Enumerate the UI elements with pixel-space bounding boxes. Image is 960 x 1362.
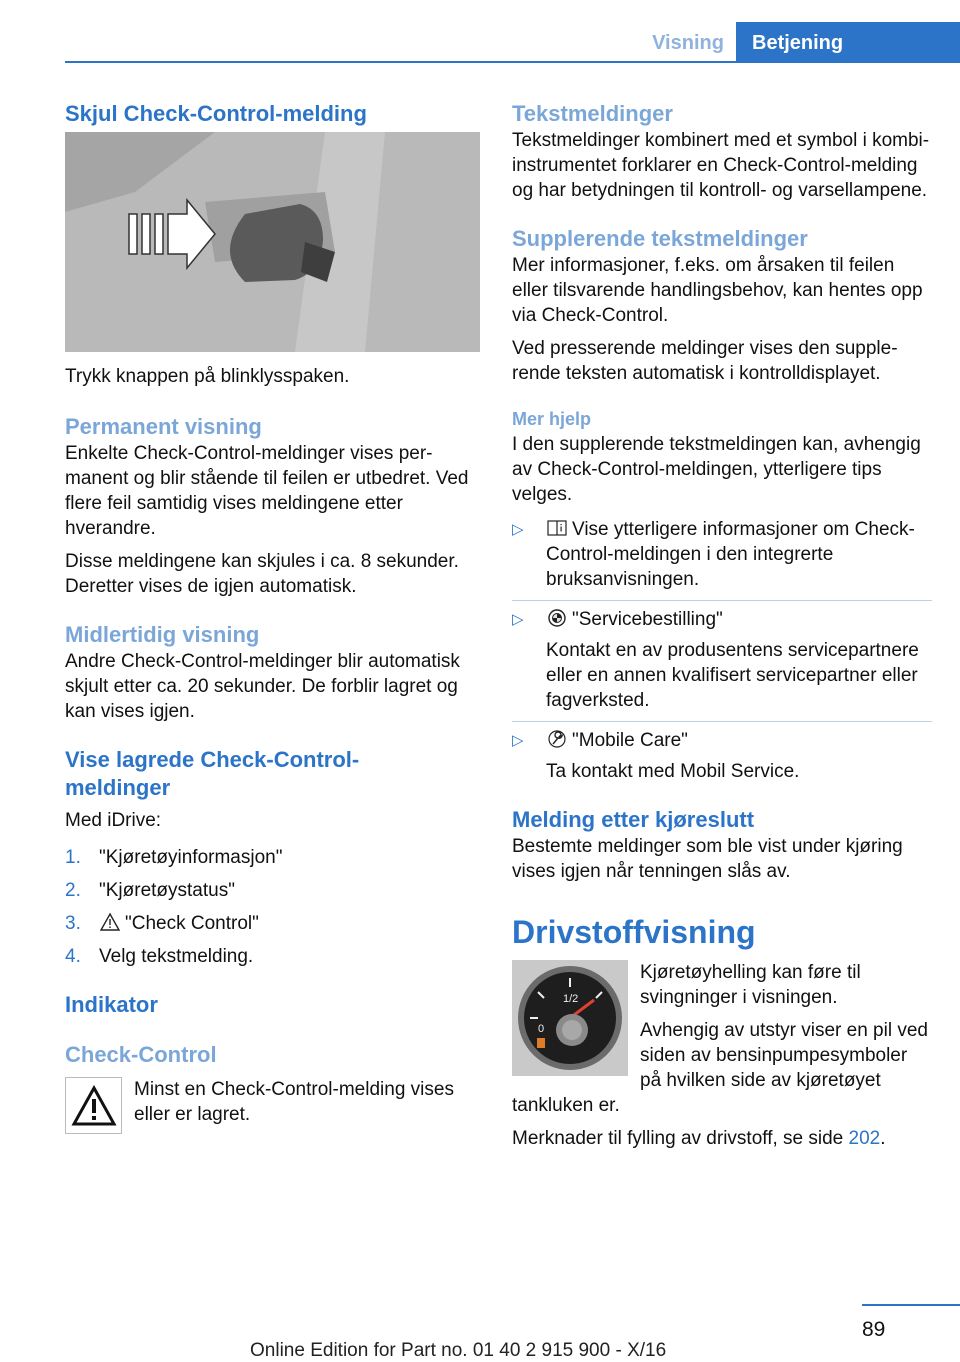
service-request-icon	[546, 608, 568, 628]
heading-tekstmeldinger: Tekstmeldinger	[512, 101, 673, 126]
text-minst: Minst en Check-Control-melding vises eller er lagret.	[134, 1079, 454, 1125]
text-melding-etter: Bestemte meldinger som ble vist under kjøring vises igjen når tenningen slås av.	[512, 836, 903, 882]
page-link-202[interactable]: 202	[848, 1128, 881, 1149]
heading-permanent: Permanent visning	[65, 414, 262, 439]
list-item: ▷ "Servicebestilling" Kontakt en av produsentens servicepartnere eller en annen kvalifisert servicepartner eller fagverksted.	[512, 601, 932, 722]
manual-book-icon	[546, 518, 568, 538]
stalk-illustration-svg	[65, 132, 480, 352]
warning-triangle-icon	[71, 1085, 117, 1127]
footer-edition: Online Edition for Part no. 01 40 2 915 900 - X/16	[250, 1340, 667, 1361]
text-drivstoff-1: Kjøretøyhelling kan føre til svingninger i visningen.	[640, 962, 861, 1008]
text-supplerende-2: Ved presserende meldinger vises den supplerende teksten automatisk i kontrolldisplayet.	[512, 338, 898, 384]
list-item: 2. "Kjøretøystatus"	[65, 880, 235, 901]
warning-icon-box	[65, 1077, 122, 1134]
warning-icon	[99, 912, 121, 932]
heading-lagrede: Vise lagrede Check-Control-meldinger	[65, 747, 360, 800]
text-drivstoff-2: Avhengig av utstyr viser en pil ved siden av bensinpumpesymboler på hvilken side av kjøretøyet tankluken er.	[512, 1020, 928, 1116]
svg-text:1/2: 1/2	[563, 993, 579, 1005]
check-control-indicator	[65, 1077, 480, 1135]
footer-rule	[862, 1304, 960, 1306]
list-item: ▷ Vise ytterligere informasjoner om Check-Control-meldingen i den integrerte bruksanvisningen.	[512, 511, 932, 601]
text-trykk: Trykk knappen på blinklysspaken.	[65, 366, 350, 387]
fuel-section	[512, 960, 932, 1126]
text-idrive: Med iDrive:	[65, 810, 162, 831]
text-permanent-2: Disse meldingene kan skjules i ca. 8 sekunder. Deretter vises de igjen automatisk.	[65, 551, 459, 597]
list-item: 1. "Kjøretøyinformasjon"	[65, 847, 283, 868]
text-merknad: Merknader til fylling av drivstoff, se side 202.	[512, 1128, 886, 1149]
heading-drivstoffvisning: Drivstoffvisning	[512, 914, 756, 950]
text-tekstmeldinger: Tekstmeldinger kombinert med et symbol i kombi-instrumentet forklarer en Check-Control-melding og har betydningen til kontroll- og varsellampene.	[512, 130, 930, 201]
text-permanent-1: Enkelte Check-Control-meldinger vises permanent og blir stående til feilen er utbedret. Ved flere feil samtidig vises meldingene etter hverandre.	[65, 443, 469, 539]
heading-indikator: Indikator	[65, 992, 158, 1017]
list-item: 3. "Check Control"	[65, 913, 259, 934]
heading-check-control: Check-Control	[65, 1042, 217, 1067]
page-number: 89	[862, 1318, 886, 1341]
heading-mer-hjelp: Mer hjelp	[512, 409, 592, 429]
right-column	[512, 100, 932, 1159]
left-column	[65, 100, 480, 1135]
heading-skjul: Skjul Check-Control-melding	[65, 101, 367, 126]
list-item: 4. Velg tekstmelding.	[65, 946, 254, 967]
heading-supplerende: Supplerende tekstmeldinger	[512, 226, 808, 251]
heading-melding-etter: Melding etter kjøreslutt	[512, 807, 755, 832]
heading-midlertidig: Midlertidig visning	[65, 622, 260, 647]
tab-visning[interactable]: Visning	[652, 32, 724, 54]
tab-betjening[interactable]: Betjening	[736, 22, 960, 62]
fuel-gauge-picture	[512, 960, 628, 1076]
list-item: ▷ "Mobile Care" Ta kontakt med Mobil Service.	[512, 730, 800, 782]
header-rule	[65, 61, 960, 63]
svg-text:0: 0	[538, 1023, 545, 1035]
help-option-list	[512, 511, 932, 792]
stalk-button-illustration	[65, 132, 480, 352]
fuel-gauge-svg	[512, 960, 628, 1076]
text-midlertidig: Andre Check-Control-meldinger blir automatisk skjult etter ca. 20 sekunder. De forblir lagret og kan vises igjen.	[65, 651, 460, 722]
text-mer-hjelp: I den supplerende tekstmeldingen kan, avhengig av Check-Control-meldingen, ytterligere tips velges.	[512, 434, 921, 505]
mobile-care-wrench-icon	[546, 729, 568, 749]
text-supplerende-1: Mer informasjoner, f.eks. om årsaken til feilen eller tilsvarende handlingsbehov, kan hentes opp via Check-Control.	[512, 255, 923, 326]
step-list	[65, 845, 480, 969]
